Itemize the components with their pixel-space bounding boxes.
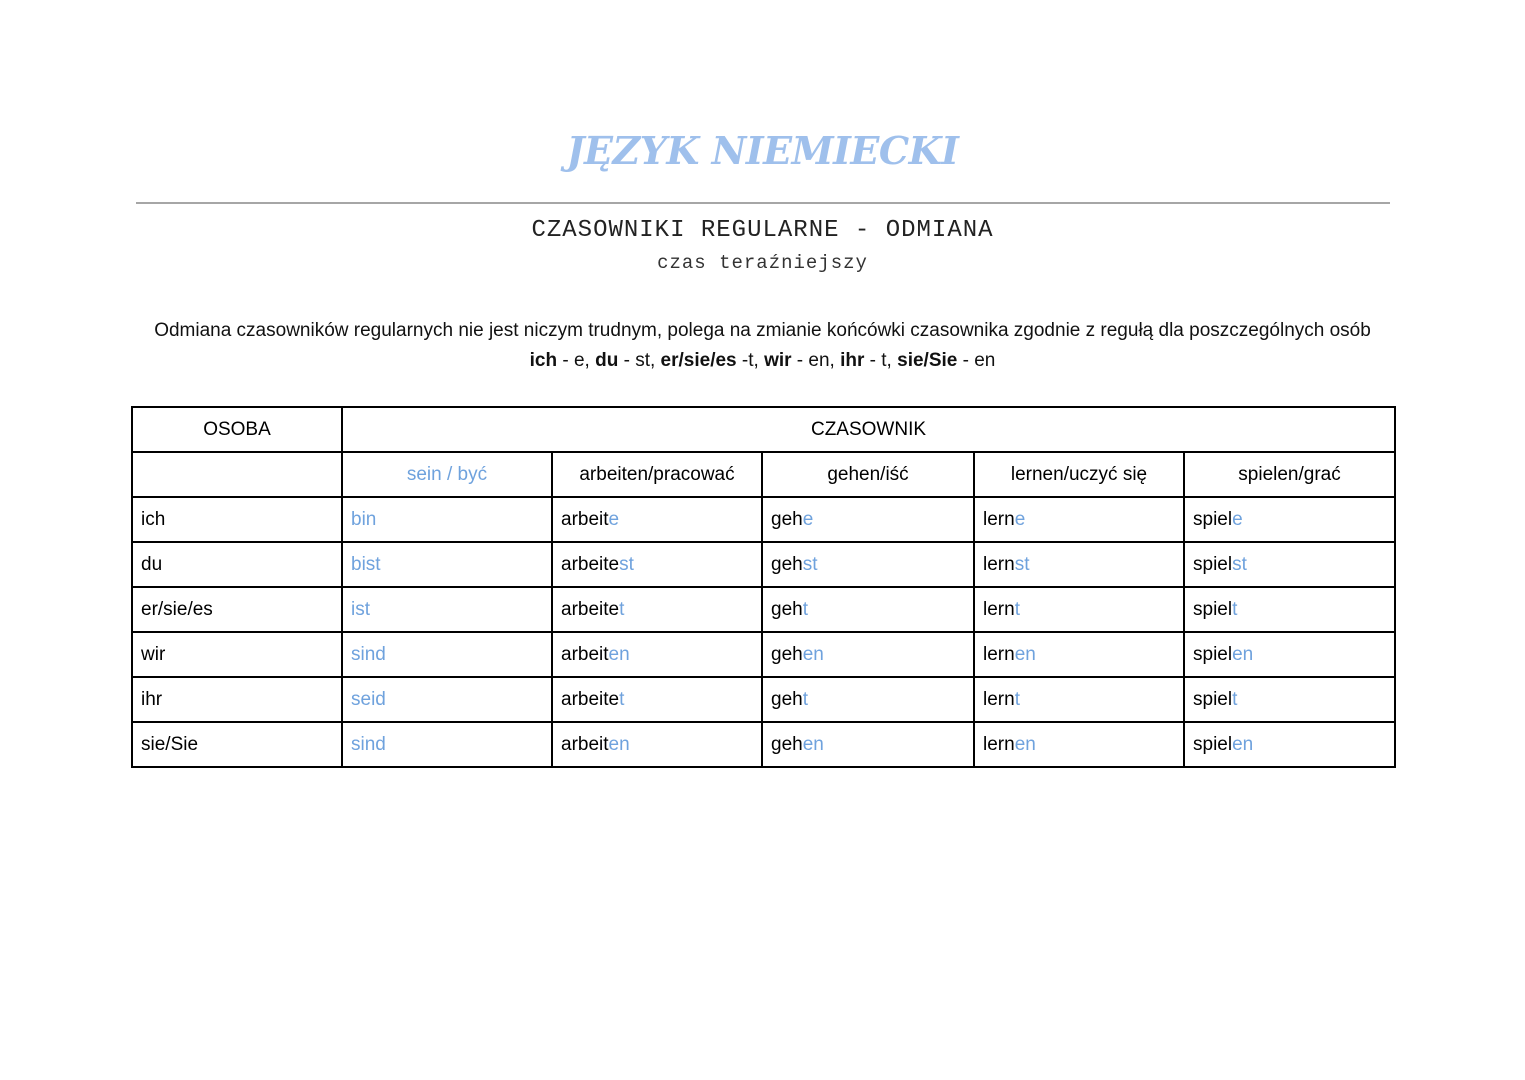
verb-header-row [132,452,1395,497]
table-row [132,677,1395,722]
verb-form-cell [974,587,1184,632]
verb-form-cell [762,497,974,542]
verb-header-spielen: spielen/grać [1184,452,1395,497]
verb-stem: spiel [1193,553,1233,575]
verb-form-cell [552,542,762,587]
verb-stem: arbeite [561,688,620,710]
verb-ending: t [1232,688,1238,710]
empty-cell [132,452,342,497]
verb-ending: st [1014,553,1030,575]
verb-header-gehen: gehen/iść [762,452,974,497]
verb-ending: t [619,688,625,710]
verb-stem: lern [983,643,1015,665]
verb-ending: t [1232,598,1238,620]
person-cell: wir [132,632,342,677]
verb-stem: spiel [1193,643,1233,665]
verb-ending: en [1232,733,1254,755]
rule-person: ihr [840,350,865,371]
verb-stem: arbeite [561,598,620,620]
rule-ending: -t, [736,350,765,371]
verb-stem: arbeite [561,553,620,575]
rule-ending: - en [957,350,996,371]
verb-ending: en [608,733,630,755]
verb-ending: en [802,643,824,665]
verb-ending: en [1232,643,1254,665]
verb-stem: lern [983,508,1015,530]
verb-ending: st [802,553,818,575]
sein-form-cell: sind [342,722,552,767]
verb-stem: arbeit [561,733,609,755]
header-row [132,407,1395,452]
verb-form-cell [974,722,1184,767]
table-row [132,542,1395,587]
rule-ending: - t, [864,350,898,371]
verb-form-cell [1184,722,1395,767]
verb-form-cell [552,632,762,677]
verb-form-cell [1184,677,1395,722]
table-row [132,632,1395,677]
verb-stem: lern [983,598,1015,620]
sein-form-cell: ist [342,587,552,632]
verb-form-cell [1184,497,1395,542]
person-cell: ich [132,497,342,542]
verb-stem: spiel [1193,508,1233,530]
verb-stem: lern [983,688,1015,710]
verb-form-cell [762,632,974,677]
verb-form-cell [552,587,762,632]
verb-stem: geh [771,508,803,530]
verb-ending: e [1232,508,1243,530]
verb-header-arbeiten: arbeiten/pracować [552,452,762,497]
verb-stem: lern [983,733,1015,755]
verb-ending: t [619,598,625,620]
column-header-person: OSOBA [132,407,342,452]
ending-rule-line [100,346,1425,376]
rule-person: sie/Sie [897,350,958,371]
sein-form-cell: bin [342,497,552,542]
verb-form-cell [762,677,974,722]
verb-form-cell [974,677,1184,722]
column-header-verb: CZASOWNIK [342,407,1395,452]
conjugation-table [131,406,1396,768]
person-cell: ihr [132,677,342,722]
verb-form-cell [1184,542,1395,587]
verb-header-lernen: lernen/uczyć się [974,452,1184,497]
verb-form-cell [1184,587,1395,632]
person-cell: sie/Sie [132,722,342,767]
verb-ending: st [619,553,634,575]
verb-ending: t [802,598,808,620]
sein-form-cell: sind [342,632,552,677]
verb-stem: arbeit [561,643,609,665]
page-title: JĘZYK NIEMIECKI [566,128,959,173]
rule-ending: - st, [618,350,661,371]
verb-form-cell [974,542,1184,587]
verb-ending: e [802,508,814,530]
sein-form-cell: seid [342,677,552,722]
verb-form-cell [974,497,1184,542]
verb-stem: geh [771,643,803,665]
verb-ending: en [608,643,630,665]
table-row [132,587,1395,632]
intro-line: Odmiana czasowników regularnych nie jest niczym trudnym, polega na zmianie końcówki czasownika zgodnie z regułą dla poszczególnych osób [154,320,1371,341]
verb-ending: t [802,688,808,710]
verb-stem: geh [771,598,803,620]
verb-form-cell [552,497,762,542]
verb-stem: geh [771,733,803,755]
verb-ending: t [1014,688,1020,710]
rule-person: er/sie/es [660,350,737,371]
verb-ending: e [608,508,620,530]
verb-stem: arbeit [561,508,609,530]
intro-paragraph [100,316,1425,376]
verb-stem: geh [771,553,803,575]
verb-form-cell [552,677,762,722]
table-row [132,722,1395,767]
rule-person: wir [764,350,792,371]
rule-ending: - e, [557,350,596,371]
rule-ending: - en, [791,350,841,371]
verb-stem: geh [771,688,803,710]
verb-form-cell [762,722,974,767]
verb-ending: t [1014,598,1020,620]
verb-stem: spiel [1193,733,1233,755]
verb-header-sein: sein / być [342,452,552,497]
verb-form-cell [762,587,974,632]
verb-form-cell [762,542,974,587]
verb-form-cell [552,722,762,767]
person-cell: er/sie/es [132,587,342,632]
verb-form-cell [974,632,1184,677]
section-heading: CZASOWNIKI REGULARNE - ODMIANA [531,217,994,244]
verb-ending: st [1232,553,1247,575]
verb-ending: en [802,733,824,755]
rule-person: ich [529,350,558,371]
rule-person: du [595,350,619,371]
table-row [132,497,1395,542]
verb-form-cell [1184,632,1395,677]
verb-stem: spiel [1193,688,1233,710]
verb-ending: en [1014,733,1036,755]
verb-ending: e [1014,508,1026,530]
verb-ending: en [1014,643,1036,665]
verb-stem: lern [983,553,1015,575]
sein-form-cell: bist [342,542,552,587]
verb-stem: spiel [1193,598,1233,620]
section-subheading: czas teraźniejszy [657,252,868,274]
title-divider [136,202,1390,204]
person-cell: du [132,542,342,587]
